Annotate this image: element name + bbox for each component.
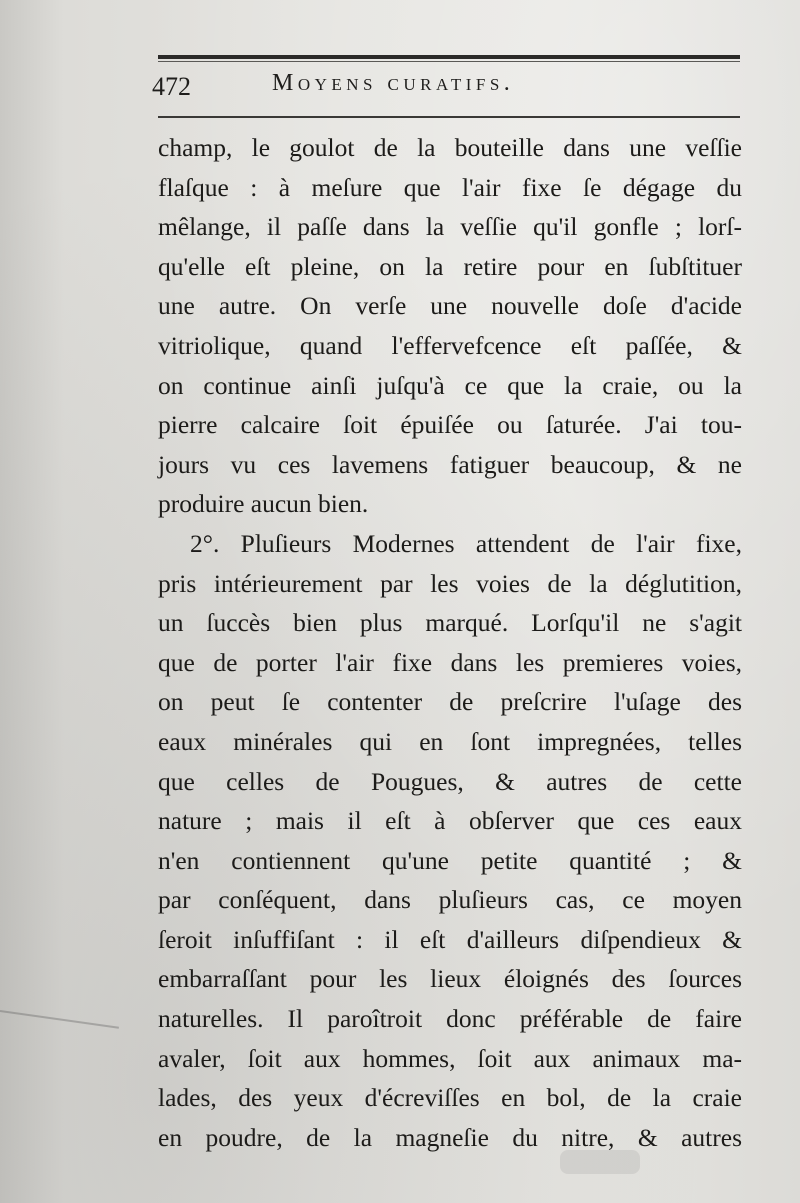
running-title: Moyens curatifs. [272, 70, 515, 96]
text-line: on peut ſe contenter de preſcrire l'uſage des [158, 687, 742, 717]
ink-bleed-through [560, 1150, 640, 1174]
header-rule-top-thin [158, 61, 740, 62]
text-line: vitriolique, quand l'effervefcence eſt paſſée, & [158, 330, 742, 360]
text-line: un ſuccès bien plus marqué. Lorſqu'il ne s'agit [158, 608, 742, 638]
text-line: mêlange, il paſſe dans la veſſie qu'il gonfle ; lorſ- [158, 212, 742, 242]
text-line: naturelles. Il paroîtroit donc préférable de faire [158, 1004, 742, 1034]
text-line: nature ; mais il eſt à obſerver que ces eaux [158, 806, 742, 836]
text-line: on continue ainſi juſqu'à ce que la craie, ou la [158, 370, 742, 400]
text-line: flaſque : à meſure que l'air fixe ſe dégage du [158, 172, 742, 202]
text-line: une autre. On verſe une nouvelle doſe d'acide [158, 291, 742, 321]
text-line: qu'elle eſt pleine, on la retire pour en ſubſtituer [158, 251, 742, 281]
text-line: embarraſſant pour les lieux éloignés des ſources [158, 964, 742, 994]
text-line: eaux minérales qui en ſont impregnées, telles [158, 726, 742, 756]
body-text [158, 128, 742, 1157]
text-line: n'en contiennent qu'une petite quantité ; & [158, 845, 742, 875]
text-line: lades, des yeux d'écreviſſes en bol, de la craie [158, 1083, 742, 1113]
text-line: pris intérieurement par les voies de la déglutition, [158, 568, 742, 598]
header-rule-bottom [158, 116, 740, 118]
text-line: en poudre, de la magneſie du nitre, & autres [158, 1122, 742, 1152]
text-line-paragraph-start: 2°. Pluſieurs Modernes attendent de l'air fixe, [190, 528, 742, 558]
text-line: champ, le goulot de la bouteille dans une veſſie [158, 133, 742, 162]
text-line-paragraph-end: produire aucun bien. [158, 489, 369, 519]
text-line: que celles de Pougues, & autres de cette [158, 766, 742, 796]
header-rule-top [158, 55, 740, 59]
text-line: que de porter l'air fixe dans les premieres voies, [158, 647, 742, 677]
text-line: ſeroit inſuffiſant : il eſt d'ailleurs diſpendieux & [158, 924, 742, 954]
text-line: par conſéquent, dans pluſieurs cas, ce moyen [158, 885, 742, 915]
paper-crease [0, 1010, 119, 1029]
text-line: pierre calcaire ſoit épuiſée ou ſaturée. J'ai tou- [158, 410, 742, 440]
text-line: avaler, ſoit aux hommes, ſoit aux animaux ma- [158, 1043, 742, 1073]
page-number: 472 [152, 72, 191, 101]
text-line: jours vu ces lavemens fatiguer beaucoup, & ne [158, 449, 742, 479]
